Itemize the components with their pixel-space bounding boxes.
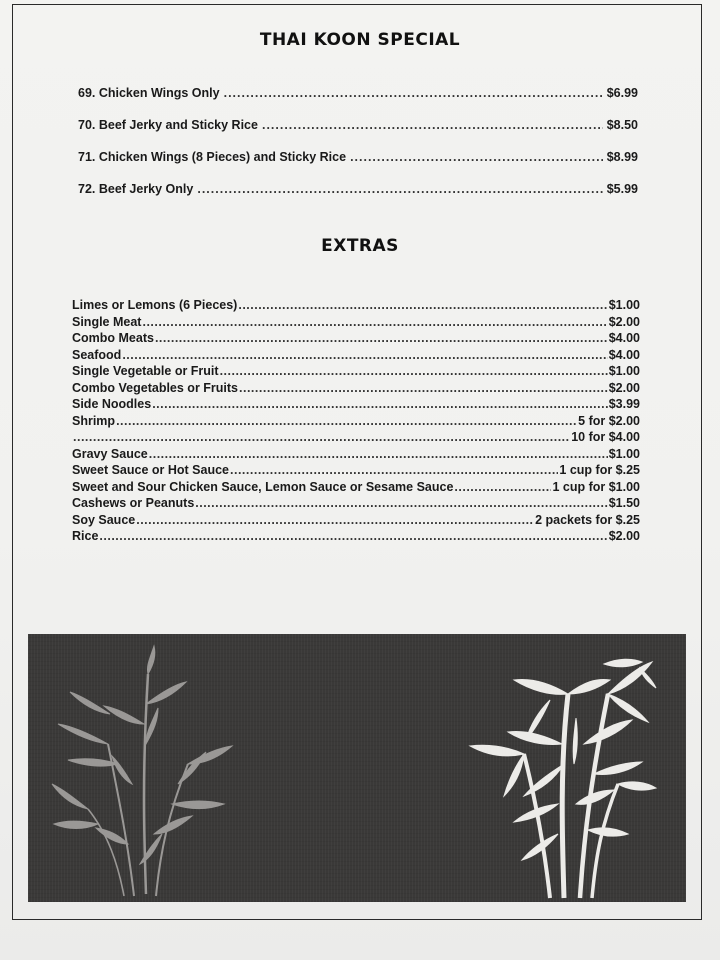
list-item <box>72 480 640 497</box>
dot-leader <box>116 414 577 428</box>
item-price: $2.00 <box>608 380 640 395</box>
bamboo-banner <box>28 634 686 902</box>
dot-leader <box>454 480 551 494</box>
item-name: Combo Vegetables or Fruits <box>72 380 239 395</box>
item-name: Side Noodles <box>72 397 152 411</box>
list-item <box>72 315 640 332</box>
item-name: Shrimp <box>72 413 116 428</box>
item-price: $1.00 <box>608 298 640 312</box>
dot-leader <box>149 447 608 461</box>
item-name: Cashews or Peanuts <box>72 496 195 510</box>
dot-leader <box>195 496 607 510</box>
item-name: 72. Beef Jerky Only <box>78 182 194 196</box>
dot-leader <box>239 381 608 395</box>
item-name: Combo Meats <box>72 331 154 345</box>
list-item <box>72 298 640 315</box>
dot-leader <box>262 118 603 132</box>
dot-leader <box>238 298 607 312</box>
list-item <box>72 513 640 530</box>
dot-leader <box>152 397 608 411</box>
list-item <box>78 86 638 118</box>
item-name: Soy Sauce <box>72 512 136 527</box>
list-item <box>72 529 640 546</box>
item-price: $8.50 <box>606 118 638 132</box>
item-name: Sweet and Sour Chicken Sauce, Lemon Sauce or Sesame Sauce <box>72 479 454 494</box>
left-bamboo-icon <box>52 646 232 896</box>
item-price: $1.00 <box>608 446 640 461</box>
specials-list <box>78 86 638 214</box>
right-bamboo-icon <box>470 659 656 898</box>
extras-list <box>72 298 640 546</box>
item-price: $1.00 <box>608 364 640 378</box>
list-item <box>78 150 638 182</box>
list-item <box>72 463 640 480</box>
item-name: Seafood <box>72 347 122 362</box>
item-name: Rice <box>72 529 99 543</box>
dot-leader <box>224 86 603 100</box>
dot-leader <box>230 463 558 477</box>
item-name: Single Vegetable or Fruit <box>72 364 219 378</box>
list-item <box>72 331 640 348</box>
item-price: $4.00 <box>608 331 640 345</box>
item-name: 71. Chicken Wings (8 Pieces) and Sticky Rice <box>78 150 347 164</box>
extras-heading: EXTRAS <box>321 236 399 256</box>
list-item <box>72 430 640 447</box>
list-item <box>72 364 640 381</box>
item-name: 69. Chicken Wings Only <box>78 86 220 100</box>
list-item <box>78 118 638 150</box>
dot-leader <box>136 513 534 527</box>
dot-leader <box>122 348 607 362</box>
item-price: $3.99 <box>608 397 640 411</box>
list-item <box>72 381 640 398</box>
list-item <box>72 414 640 431</box>
dot-leader <box>73 430 570 444</box>
item-price: $6.99 <box>606 86 638 100</box>
item-price: 2 packets for $.25 <box>535 512 640 527</box>
dot-leader <box>155 331 608 345</box>
dot-leader <box>220 364 608 378</box>
item-name: Sweet Sauce or Hot Sauce <box>72 463 230 477</box>
item-price: $2.00 <box>608 529 640 543</box>
list-item <box>72 496 640 513</box>
item-name: Single Meat <box>72 314 142 329</box>
dot-leader <box>197 182 602 196</box>
item-price: $2.00 <box>608 314 640 329</box>
bamboo-illustration <box>28 634 686 902</box>
list-item <box>72 447 640 464</box>
item-price: $8.99 <box>606 150 638 164</box>
dot-leader <box>142 315 607 329</box>
item-name: 70. Beef Jerky and Sticky Rice <box>78 118 258 132</box>
item-price: 1 cup for $1.00 <box>552 479 640 494</box>
list-item <box>72 348 640 365</box>
dot-leader <box>99 529 607 543</box>
item-price: $5.99 <box>606 182 638 196</box>
list-item <box>78 182 638 214</box>
item-name: Limes or Lemons (6 Pieces) <box>72 298 238 312</box>
item-price: 10 for $4.00 <box>571 430 640 444</box>
item-price: 5 for $2.00 <box>578 413 640 428</box>
list-item <box>72 397 640 414</box>
item-price: 1 cup for $.25 <box>559 463 640 477</box>
item-price: $4.00 <box>608 347 640 362</box>
dot-leader <box>350 150 603 164</box>
special-heading: THAI KOON SPECIAL <box>259 30 461 50</box>
item-price: $1.50 <box>608 496 640 510</box>
item-name: Gravy Sauce <box>72 446 148 461</box>
